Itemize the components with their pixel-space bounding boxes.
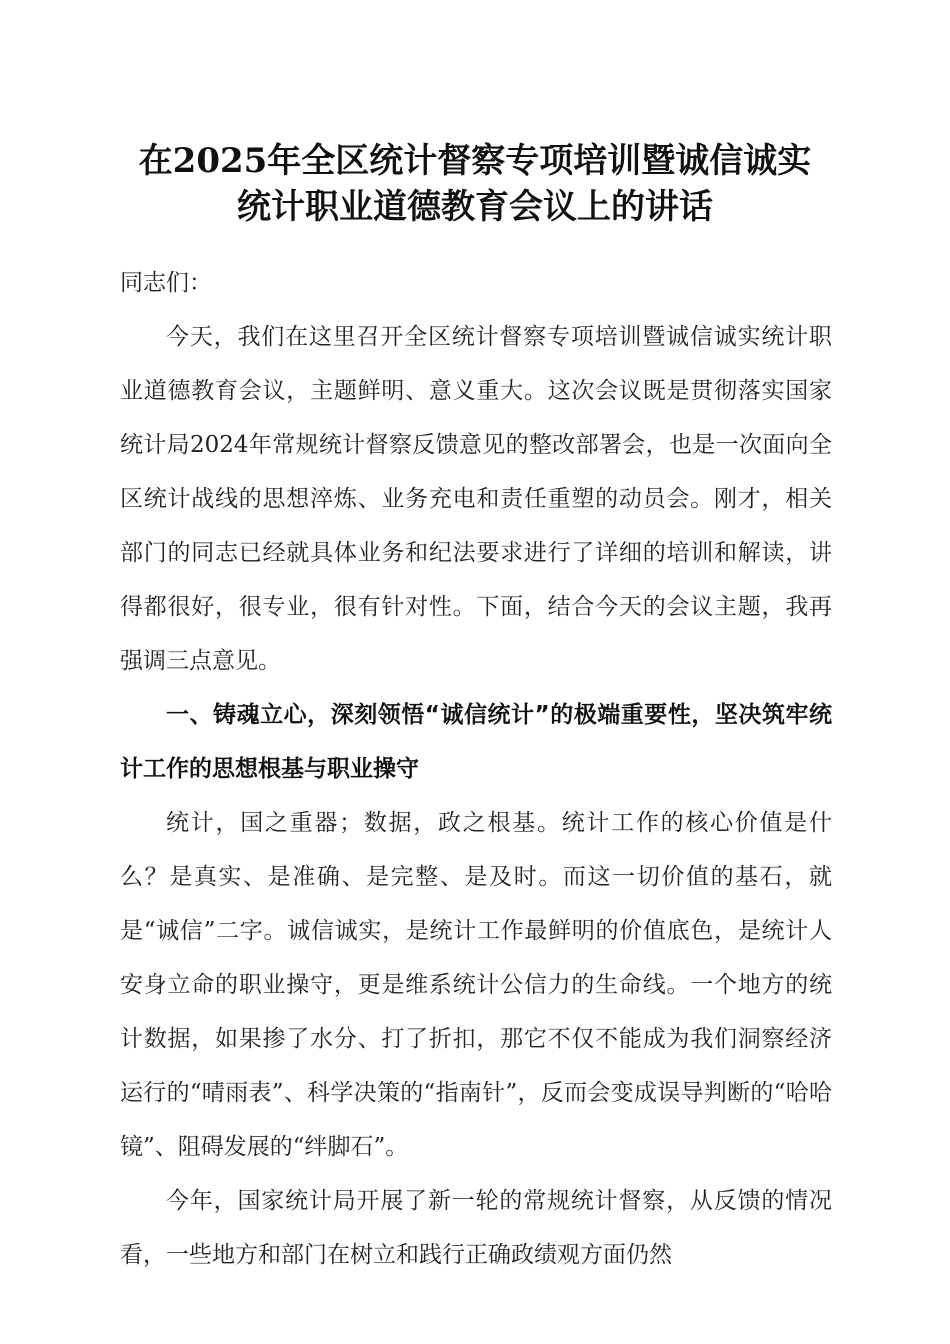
document-title-line-1: 在2025年全区统计督察专项培训暨诚信诚实 [138,141,812,181]
paragraph-integrity: 统计，国之重器；数据，政之根基。统计工作的核心价值是什么？是真实、是准确、是完整、是及时。而这一切价值的基石，就是“诚信”二字。诚信诚实，是统计工作最鲜明的价值底色，是统计人安身立命的职业操守，更是维系统计公信力的生命线。一个地方的统计数据，如果掺了水分、打了折扣，那它不仅不能成为我们洞察经济运行的“晴雨表”、科学决策的“指南针”，反而会变成误导判断的“哈哈镜”、阻碍发展的“绊脚石”。 [120,810,832,1160]
paragraph-opening: 今天，我们在这里召开全区统计督察专项培训暨诚信诚实统计职业道德教育会议，主题鲜明、意义重大。这次会议既是贯彻落实国家统计局2024年常规统计督察反馈意见的整改部署会，也是一次面向全区统计战线的思想淬炼、业务充电和责任重塑的动员会。刚才，相关部门的同志已经就具体业务和纪法要求进行了详细的培训和解读，讲得都很好，很专业，很有针对性。下面，结合今天的会议主题，我再强调三点意见。 [120,324,832,674]
salutation: 同志们： [120,270,212,296]
document-title-line-2: 统计职业道德教育会议上的讲话 [237,187,713,227]
section-heading-1: 一、铸魂立心，深刻领悟“诚信统计”的极端重要性，坚决筑牢统计工作的思想根基与职业操守 [120,702,832,782]
document-body [120,256,832,1282]
paragraph-inspection: 今年，国家统计局开展了新一轮的常规统计督察，从反馈的情况看，一些地方和部门在树立和践行正确政绩观方面仍然 [120,1188,832,1268]
